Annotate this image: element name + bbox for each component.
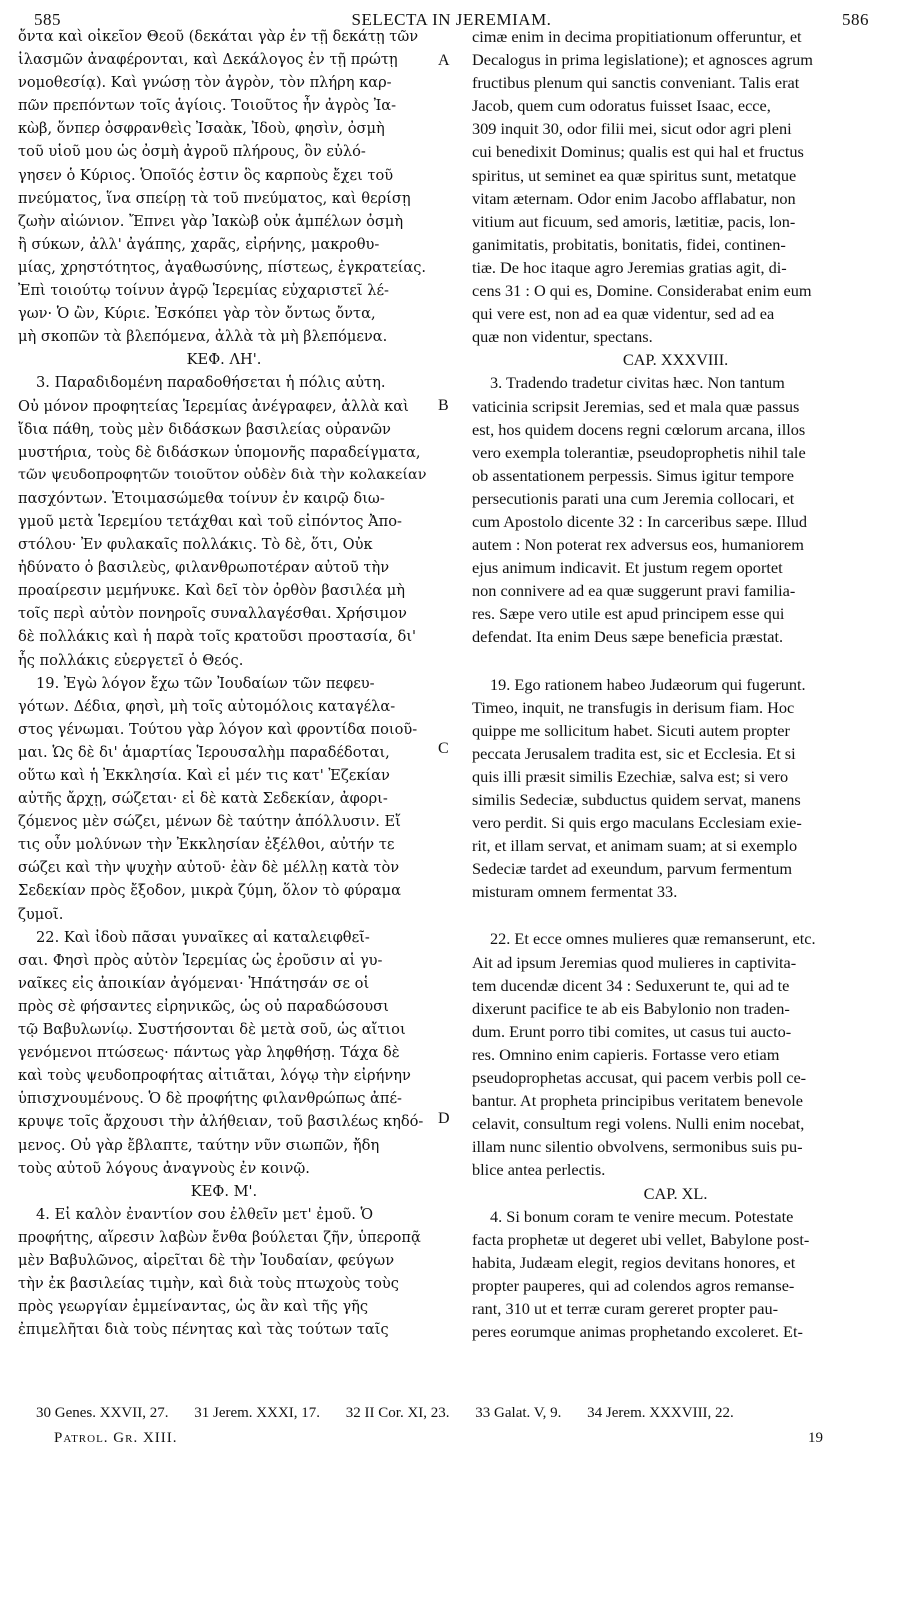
page-footer (36, 1405, 873, 1452)
greek-text-line: πρὸς γεωργίαν ἐμμείναντας, ὡς ἂν καὶ τῆς γῆς (18, 1298, 369, 1316)
greek-text-line: μενος. Οὐ γὰρ ἔβλαπτε, ταύτην νῦν σιωπῶν, ἤδη (18, 1136, 380, 1154)
chapter-heading: CAP. XXXVIII. (622, 350, 729, 370)
greek-text-line: γότων. Δέδια, φησὶ, μὴ τοῖς αὐτομόλοις καταγέλα- (18, 697, 396, 715)
greek-text-line: τοὺς αὐτοῦ λόγους ἀναγνοὺς ἐν κοινῷ. (18, 1159, 310, 1177)
latin-text-line: vitam æternam. Odor enim Jacobo afflabatur, non (472, 188, 796, 208)
greek-text-line: γενόμενοι πτώσεως· πάντως γὰρ ληφθήσῃ. Τάχα δὲ (18, 1044, 400, 1062)
latin-text-line: ob assentationem perpessis. Simus igitur tempore (472, 465, 794, 485)
greek-text-line: 19. Ἐγὼ λόγον ἔχω τῶν Ἰουδαίων τῶν πεφευ- (36, 674, 375, 692)
latin-text-line: tiæ. De hoc itaque agro Jeremias gratias agit, di- (472, 257, 787, 277)
greek-text-line: ὄντα καὶ οἰκεῖον Θεοῦ (δεκάται γὰρ ἐν τῇ δεκάτῃ τῶν (18, 28, 419, 45)
latin-text-line: cimæ enim in decima propitiationum offeruntur, et (472, 27, 802, 46)
margin-marker-b: B (438, 397, 449, 414)
greek-text-line: 3. Παραδιδομένη παραδοθήσεται ἡ πόλις αὐτη. (36, 374, 386, 392)
chapter-heading: ΚΕΦ. Μ'. (190, 1182, 258, 1200)
latin-text-line: res. Omnino enim capieris. Fortasse vero etiam (472, 1044, 780, 1064)
greek-text-line: ἧς πολλάκις εὐεργετεῖ ὁ Θεός. (18, 651, 244, 669)
latin-text-line: habita, Judæam elegit, regios devitans honores, et (472, 1252, 796, 1272)
greek-text-line: ἐπιμελῆται διὰ τοὺς πένητας καὶ τὰς τούτων ταῖς (18, 1321, 389, 1339)
greek-text-line: τις οὖν μολύνων τὴν Ἐκκλησίαν ἐξέλθοι, αὐτήν τε (18, 836, 395, 854)
greek-text-line: σώζει καὶ τὴν ψυχὴν αὐτοῦ· ἐὰν δὲ μέλλῃ κατὰ τὸν (18, 859, 400, 877)
greek-text-line: Σεδεκίαν πρὸς ἔξοδον, μικρὰ ζύμη, ὅλον τὸ φύραμα (18, 882, 401, 900)
greek-text-line: ἠδύνατο ὁ βασιλεὺς, φιλανθρωποτέραν αὐτοῦ τὴν (18, 559, 390, 577)
greek-column (18, 25, 430, 1391)
footnote: 31 Jerem. XXXI, 17. (194, 1405, 321, 1421)
latin-text-line: vaticinia scripsit Jeremias, sed et mala quæ passus (472, 396, 800, 416)
latin-text-line: 309 inquit 30, odor filii mei, sicut odor agri pleni (472, 119, 792, 139)
greek-text-line: γησεν ὁ Κύριος. Ὁποῖός ἐστιν ὃς καρποὺς ἔχει τοῦ (18, 166, 394, 184)
latin-text-line: Timeo, inquit, ne transfugis in derisum fiam. Hoc (472, 697, 795, 717)
footnotes (36, 1405, 873, 1422)
latin-text-line: cens 31 : O qui es, Domine. Considerabat enim eum (472, 281, 812, 301)
latin-text-line: Ait ad ipsum Jeremias quod mulieres in captivita- (472, 952, 797, 972)
page-number-right: 586 (842, 10, 869, 29)
latin-text-line: ganimitatis, probitatis, bonitatis, fidei, continen- (472, 234, 786, 254)
greek-text-line: νομοθεσίᾳ). Καὶ γνώσῃ τὸν ἀγρὸν, τὸν πλήρη καρ- (18, 74, 392, 92)
greek-text-line: τῶν ψευδοπροφητῶν τοιοῦτον οὐδὲν διὰ τὴν κολακείαν (18, 466, 427, 483)
greek-text-line: ἴδια πάθη, τοὺς μὲν διδάσκων βασιλείας οὐρανῶν (18, 420, 391, 438)
chapter-heading: ΚΕΦ. ΛΗ'. (186, 351, 262, 369)
latin-text-line: non connivere ad ea quæ suggerunt pravi familia- (472, 581, 796, 601)
greek-text-line: πασχόντων. Ἑτοιμασώμεθα τοίνυν ἐν καιρῷ διω- (18, 489, 385, 507)
greek-text-line: γων· Ὁ ὢν, Κύριε. Ἐσκόπει γὰρ τὸν ὄντως ὄντα, (18, 305, 376, 323)
greek-text-line: ζόμενος μὲν σώζει, μένων δὲ ταύτην ἀπόλλυσιν. Εἴ (18, 813, 401, 831)
margin-marker-a: A (438, 52, 450, 69)
greek-text-line: προφήτης, αἵρεσιν λαβὼν ἔνθα βούλεται ζῆν, ὑπεροπᾷ (18, 1228, 421, 1246)
latin-text-line: Decalogus in prima legislatione); et agnosces agrum (472, 50, 813, 70)
greek-text-line: αὐτῆς ἄρχῃ, σώζεται· εἰ δὲ κατὰ Σεδεκίαν, ἀφορι- (18, 790, 388, 808)
latin-text-line: 3. Tradendo tradetur civitas hæc. Non tantum (490, 373, 785, 393)
greek-text-line: πνεύματος, ἵνα σπείρῃ τὰ τοῦ πνεύματος, καὶ θερίσῃ (18, 189, 411, 207)
greek-text-line: στόλου· Ἐν φυλακαῖς πολλάκις. Τὸ δὲ, ὅτι, Οὐκ (18, 536, 373, 554)
latin-text-line (472, 903, 879, 927)
latin-text-line: rant, 310 ut et terræ curam gereret propter pau- (472, 1298, 779, 1318)
latin-text-line: 22. Et ecce omnes mulieres quæ remanserunt, etc. (490, 929, 816, 949)
greek-text-line: μυστήρια, τοὺς δὲ διδάσκων ὑπομονῆς παραδείγματα, (18, 443, 421, 461)
latin-text-line: est, hos quidem docens regni cœlorum arcana, illos (472, 419, 806, 439)
latin-text-line: cum Apostolo dicente 32 : In carceribus sæpe. Illud (472, 511, 808, 531)
greek-text-line: μὴ σκοπῶν τὰ βλεπόμενα, ἀλλὰ τὰ μὴ βλεπόμενα. (18, 328, 388, 346)
latin-text-line (472, 649, 879, 673)
latin-text-line: 19. Ego rationem habeo Judæorum qui fugerunt. (490, 674, 806, 694)
greek-text-line: τῷ Βαβυλωνίῳ. Συστήσονται δὲ μετὰ σοῦ, ὡς αἴτιοι (18, 1021, 406, 1039)
greek-text-line: δὲ πολλάκις καὶ ἡ παρὰ τοῖς κρατοῦσι προστασία, δι' (18, 628, 417, 646)
greek-text-line: 4. Εἰ καλὸν ἐναντίον σου ἐλθεῖν μετ' ἐμοῦ. Ὁ (36, 1205, 374, 1223)
latin-text-line: dixerunt pacifice te ab eis Babylonio non traden- (472, 998, 790, 1018)
latin-text-line: spiritus, ut seminet ea quæ spiritus sunt, metatque (472, 165, 797, 185)
latin-text-line: peccata Jerusalem tradita est, sic et Ecclesia. Et si (472, 743, 796, 763)
greek-text-line: οὕτω καὶ ἡ Ἐκκλησία. Καὶ εἰ μέν τις κατ' Ἐζεκίαν (18, 767, 390, 784)
greek-text-line: προαίρεσιν μεμήνυκε. Καὶ δεῖ τὸν ὀρθὸν βασιλέα μὴ (18, 582, 405, 600)
running-title: SELECTA IN JEREMIAM. (351, 10, 552, 29)
greek-text-line: ναῖκες εἰς ἀποικίαν ἀγόμεναι· Ἠπάτησάν σε οἱ (18, 974, 370, 992)
greek-text-line: ζυμοῖ. (18, 905, 64, 923)
latin-text-line: pseudoprophetas accusat, qui pacem verbis poll ce- (472, 1068, 807, 1088)
latin-text-line: ejus animum indicavit. Et justum regem oportet (472, 558, 783, 578)
latin-column (472, 25, 879, 1391)
latin-text-line: celavit, consultum regi volens. Nulli enim nocebat, (472, 1114, 805, 1134)
latin-text-line: vero perdit. Si quis ergo maculans Ecclesiam exie- (472, 813, 802, 833)
footnote: 32 II Cor. XI, 23. (345, 1405, 450, 1421)
greek-text-line: τὴν ἐκ βασιλείας τιμὴν, καὶ διὰ τοὺς πτωχοὺς τοὺς (18, 1275, 399, 1293)
greek-text-line: τοῦ υἱοῦ μου ὡς ὀσμὴ ἀγροῦ πλήρους, ὃν εὐλό- (18, 143, 366, 161)
latin-text-line: rit, et illam servat, et animam suam; at si exemplo (472, 836, 798, 856)
chapter-heading: CAP. XL. (643, 1183, 708, 1203)
greek-text-line: ἢ σύκων, ἀλλ' ἀγάπης, χαρᾶς, εἰρήνης, μακροθυ- (18, 235, 380, 253)
latin-text-line: propter pauperes, qui ad colendos agros remanse- (472, 1275, 795, 1295)
latin-text-line: autem : Non poterat rex adversus eos, humaniorem (472, 535, 804, 555)
latin-text-line: vitium aut ficuum, sed amoris, lætitiæ, pacis, lon- (472, 211, 796, 231)
latin-text-line: peres eorumque animas prophetando excoleret. Et- (472, 1322, 803, 1342)
page-number-left: 585 (34, 10, 61, 29)
latin-text-line: defendat. Ita enim Deus sæpe beneficia præstat. (472, 627, 784, 647)
latin-text-line: quippe me sollicitum habet. Sicuti autem propter (472, 720, 790, 740)
greek-text-line: Οὐ μόνον προφητείας Ἱερεμίας ἀνέγραφεν, ἀλλὰ καὶ (18, 397, 409, 415)
greek-text-line: ὑπισχνουμένους. Ὁ δὲ προφήτης φιλανθρώπως ἀπέ- (18, 1090, 402, 1108)
latin-text-line: fructibus plenum qui sanctis conveniant. Talis erat (472, 73, 800, 93)
latin-text-line: vero exempla tolerantiæ, pseudoprophetis nihil tale (472, 442, 806, 462)
footnote: 34 Jerem. XXXVIII, 22. (587, 1405, 734, 1421)
latin-text-line: illam nunc silentio obvolvens, sermonibus suis pu- (472, 1137, 803, 1157)
signature-mark: 19 (808, 1430, 823, 1446)
greek-text-line: ζωὴν αἰώνιον. Ἔπνει γὰρ Ἰακὼβ οὐκ ἀμπέλων ὀσμὴ (18, 212, 404, 230)
latin-text-line: misturam omnem fermentat 33. (472, 882, 678, 902)
greek-text-line: πρὸς σὲ φήσαντες εἰρηνικῶς, ὡς οὐ παραδώσουσι (18, 997, 389, 1015)
greek-text-line: κρυψε τοῖς ἄρχουσι τὴν ἀλήθειαν, τοῦ βασιλέως κηδό- (18, 1113, 424, 1131)
latin-text-line: cui benedixit Dominus; qualis est qui hal et fructus (472, 142, 804, 162)
greek-text-line: σαι. Φησὶ πρὸς αὐτὸν Ἱερεμίας ὡς ἐροῦσιν αἱ γυ- (18, 951, 383, 969)
greek-text-line: τοῖς περὶ αὐτὸν πονηροῖς συναλλαγέσθαι. Χρήσιμον (18, 605, 407, 623)
greek-text-line: μὲν Βαβυλῶνος, αἱρεῖται δὲ τὴν Ἰουδαίαν, φεύγων (18, 1251, 395, 1269)
latin-text-line: Jacob, quem cum odoratus fuisset Isaac, ecce, (472, 96, 771, 116)
greek-text-line: μίας, χρηστότητος, ἀγαθωσύνης, πίστεως, ἐγκρατείας. (18, 258, 427, 276)
latin-text-line: blice antea perlectis. (472, 1160, 606, 1180)
greek-text-line: πῶν πρεπόντων τοῖς ἁγίοις. Τοιοῦτος ἦν ἀγρὸς Ἰα- (18, 97, 397, 115)
greek-text-line: Ἐπὶ τοιούτῳ τοίνυν ἀγρῷ Ἱερεμίας εὐχαριστεῖ λέ- (18, 282, 389, 300)
margin-marker-c: C (438, 740, 449, 757)
footnote: 33 Galat. V, 9. (475, 1405, 562, 1421)
margin-marker-d: D (438, 1110, 450, 1127)
latin-text-line: facta prophetæ ut degeret ubi vellet, Babylone post- (472, 1229, 810, 1249)
greek-text-line: στος γένωμαι. Τούτου γὰρ λόγον καὶ φροντίδα ποιοῦ- (18, 720, 418, 738)
latin-text-line: quis illi præsit similis Ezechiæ, salva est; si vero (472, 766, 789, 786)
greek-text-line: κὼβ, ὅνπερ ὀσφρανθεὶς Ἰσαὰκ, Ἰδοὺ, φησὶν, ὀσμὴ (18, 120, 385, 138)
latin-text-line: dum. Erunt porro tibi comites, ut casus tui aucto- (472, 1021, 792, 1041)
greek-text-line: 22. Καὶ ἰδοὺ πᾶσαι γυναῖκες αἱ καταλειφθεῖ- (36, 928, 370, 946)
greek-text-line: ἱλασμῶν ἀναφέρονται, καὶ Δεκάλογος ἐν τῇ πρώτῃ (18, 51, 398, 69)
latin-text-line: tem ducendæ dicent 34 : Seduxerunt te, qui ad te (472, 975, 790, 995)
greek-text-line: γμοῦ μετὰ Ἱερεμίου τετάχθαι καὶ τοῦ εἰπόντος Ἀπο- (18, 512, 402, 530)
latin-text-line: bantur. At propheta principibus veritatem benevole (472, 1091, 803, 1111)
greek-text-line: μαι. Ὡς δὲ δι' ἁμαρτίας Ἱερουσαλὴμ παραδέδοται, (18, 743, 390, 761)
footnote: 30 Genes. XXVII, 27. (36, 1405, 169, 1421)
latin-text-line: similis Sedeciæ, subductus quidem servat, manens (472, 790, 801, 809)
latin-text-line: qui vere est, non ad ea quæ videntur, sed ad ea (472, 304, 775, 324)
latin-text-line: Sedeciæ tardet ad exeundum, parvum fermentum (472, 859, 793, 879)
latin-text-line: res. Sæpe vero utile est apud principem esse qui (472, 604, 785, 624)
latin-text-line: persecutionis parati una cum Jeremia collocari, et (472, 488, 795, 508)
latin-text-line: 4. Si bonum coram te venire mecum. Potestate (490, 1206, 794, 1226)
series-label: Patrol. Gr. XIII. (54, 1430, 178, 1446)
greek-text-line: καὶ τοὺς ψευδοπροφήτας αἰτιᾶται, λόγῳ τὴν εἰρήνην (18, 1067, 411, 1085)
latin-text-line: quæ non videntur, spectans. (472, 327, 653, 347)
